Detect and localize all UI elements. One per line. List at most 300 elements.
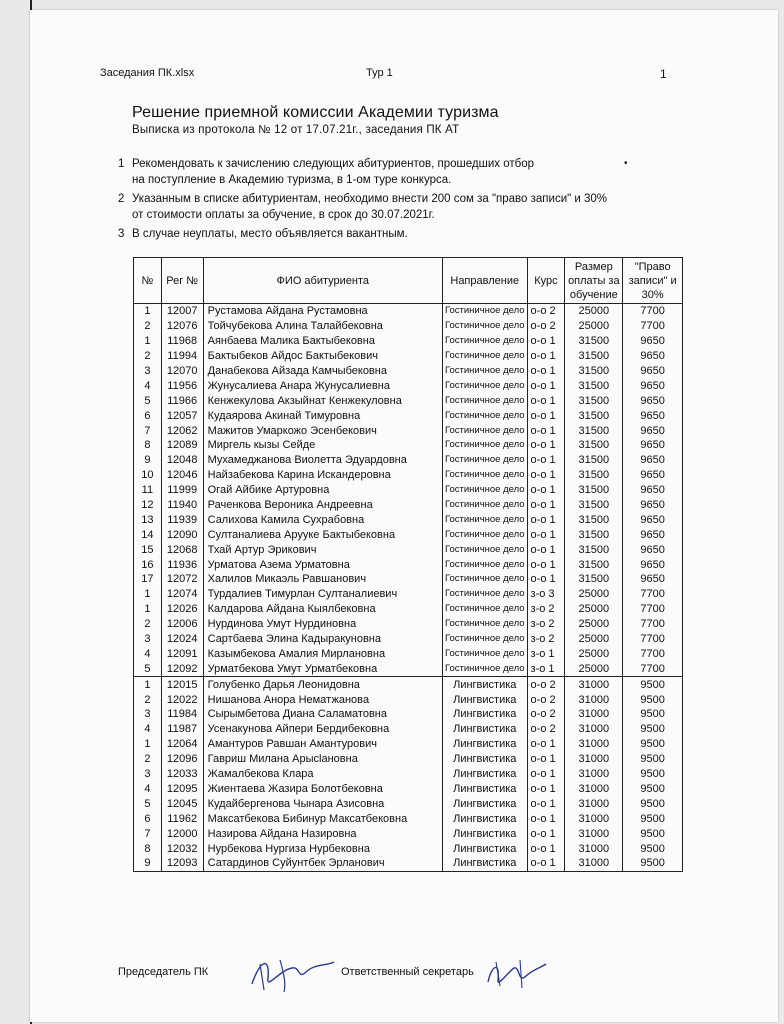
cell-fee: 25000	[565, 617, 623, 632]
cell-number: 7	[134, 826, 162, 841]
table-row	[134, 453, 683, 468]
cell-number: 2	[134, 617, 162, 632]
stray-dot: •	[624, 158, 628, 169]
cell-record-fee: 9650	[623, 527, 683, 542]
cell-course: о-о 1	[527, 737, 565, 752]
cell-direction: Лингвистика	[442, 826, 527, 841]
cell-record-fee: 9500	[623, 677, 683, 692]
cell-number: 2	[134, 319, 162, 334]
table-row	[134, 587, 683, 602]
cell-number: 3	[134, 767, 162, 782]
cell-record-fee: 7700	[623, 632, 683, 647]
cell-reg-number: 12007	[161, 304, 203, 319]
cell-reg-number: 12070	[161, 364, 203, 379]
cell-course: о-о 1	[527, 453, 565, 468]
cell-record-fee: 9500	[623, 692, 683, 707]
cell-course: з-о 2	[527, 602, 565, 617]
cell-reg-number: 12064	[161, 737, 203, 752]
table-row	[134, 468, 683, 483]
cell-direction: Лингвистика	[442, 722, 527, 737]
cell-fee: 25000	[565, 646, 623, 661]
cell-fee: 31500	[565, 334, 623, 349]
cell-reg-number: 12093	[161, 856, 203, 871]
table-row	[134, 512, 683, 527]
cell-course: о-о 1	[527, 856, 565, 871]
cell-fee: 31000	[565, 707, 623, 722]
cell-full-name: Калдарова Айдана Кыялбековна	[203, 602, 442, 617]
cell-full-name: Тойчубекова Алина Талайбековна	[203, 319, 442, 334]
cell-record-fee: 9650	[623, 468, 683, 483]
cell-full-name: Салихова Камила Сухрабовна	[203, 512, 442, 527]
cell-full-name: Найзабекова Карина Искандеровна	[203, 468, 442, 483]
cell-full-name: Сартбаева Элина Кадыракуновна	[203, 632, 442, 647]
table-row	[134, 707, 683, 722]
table-row	[134, 334, 683, 349]
cell-reg-number: 11968	[161, 334, 203, 349]
cell-course: о-о 1	[527, 572, 565, 587]
cell-record-fee: 9500	[623, 811, 683, 826]
table-row	[134, 378, 683, 393]
cell-direction: Гостиничное дело	[442, 423, 527, 438]
cell-fee: 31500	[565, 527, 623, 542]
cell-fee: 31000	[565, 826, 623, 841]
cell-fee: 31500	[565, 542, 623, 557]
cell-number: 4	[134, 646, 162, 661]
header-file-name: Заседания ПК.xlsx	[100, 67, 195, 79]
cell-fee: 31500	[565, 378, 623, 393]
cell-reg-number: 12000	[161, 826, 203, 841]
cell-course: о-о 1	[527, 483, 565, 498]
table-row	[134, 646, 683, 661]
cell-direction: Гостиничное дело	[442, 349, 527, 364]
table-row	[134, 737, 683, 752]
cell-number: 3	[134, 707, 162, 722]
item-line: Рекомендовать к зачислению следующих абитуриентов, прошедших отбор	[132, 158, 534, 170]
item-line: на поступление в Академию туризма, в 1-ом туре конкурса.	[132, 173, 452, 186]
decision-item	[118, 227, 678, 243]
cell-reg-number: 12024	[161, 632, 203, 647]
cell-course: о-о 2	[527, 692, 565, 707]
cell-full-name: Халилов Микаэль Равшанович	[203, 572, 442, 587]
cell-number: 3	[134, 632, 162, 647]
cell-record-fee: 9500	[623, 737, 683, 752]
cell-direction: Гостиничное дело	[442, 602, 527, 617]
cell-reg-number: 12091	[161, 646, 203, 661]
secretary-label: Ответственный секретарь	[341, 966, 474, 978]
table-row	[134, 617, 683, 632]
cell-number: 16	[134, 557, 162, 572]
cell-fee: 25000	[565, 587, 623, 602]
cell-direction: Лингвистика	[442, 677, 527, 692]
cell-number: 11	[134, 483, 162, 498]
cell-reg-number: 12022	[161, 692, 203, 707]
col-header-reg: Рег №	[161, 258, 203, 304]
table-row	[134, 557, 683, 572]
cell-full-name: Назирова Айдана Назировна	[203, 826, 442, 841]
table-row	[134, 527, 683, 542]
cell-reg-number: 11984	[161, 707, 203, 722]
cell-course: о-о 1	[527, 498, 565, 513]
cell-direction: Лингвистика	[442, 841, 527, 856]
cell-full-name: Гавриш Милана Арысlановна	[203, 752, 442, 767]
cell-full-name: Голубенко Дарья Леонидовна	[203, 677, 442, 692]
cell-full-name: Сырымбетова Диана Саламатовна	[203, 707, 442, 722]
table-row	[134, 393, 683, 408]
cell-direction: Гостиничное дело	[442, 334, 527, 349]
cell-full-name: Нурбекова Нургиза Нурбековна	[203, 841, 442, 856]
cell-direction: Гостиничное дело	[442, 617, 527, 632]
cell-record-fee: 7700	[623, 587, 683, 602]
cell-number: 6	[134, 408, 162, 423]
cell-number: 3	[134, 364, 162, 379]
cell-course: о-о 1	[527, 512, 565, 527]
table-row	[134, 542, 683, 557]
cell-course: о-о 1	[527, 767, 565, 782]
col-header-name: ФИО абитуриента	[203, 258, 442, 304]
cell-reg-number: 11994	[161, 349, 203, 364]
cell-full-name: Тхай Артур Эрикович	[203, 542, 442, 557]
table-row	[134, 423, 683, 438]
cell-reg-number: 12015	[161, 677, 203, 692]
cell-full-name: Жамалбекова Клара	[203, 767, 442, 782]
cell-number: 17	[134, 572, 162, 587]
cell-reg-number: 11966	[161, 393, 203, 408]
cell-record-fee: 9500	[623, 722, 683, 737]
cell-reg-number: 12048	[161, 453, 203, 468]
cell-number: 9	[134, 856, 162, 871]
secretary-signature	[482, 954, 552, 994]
cell-number: 4	[134, 782, 162, 797]
cell-direction: Гостиничное дело	[442, 512, 527, 527]
table-row	[134, 498, 683, 513]
cell-direction: Лингвистика	[442, 737, 527, 752]
cell-direction: Гостиничное дело	[442, 646, 527, 661]
cell-full-name: Мажитов Умаркожо Эсенбекович	[203, 423, 442, 438]
cell-course: о-о 2	[527, 707, 565, 722]
cell-record-fee: 9650	[623, 378, 683, 393]
cell-fee: 25000	[565, 602, 623, 617]
cell-direction: Гостиничное дело	[442, 587, 527, 602]
item-number: 1	[118, 158, 125, 170]
table-row	[134, 349, 683, 364]
cell-direction: Лингвистика	[442, 707, 527, 722]
item-line: от стоимости оплаты за обучение, в срок до 30.07.2021г.	[132, 208, 435, 221]
cell-course: о-о 1	[527, 841, 565, 856]
cell-direction: Лингвистика	[442, 856, 527, 871]
table-row	[134, 811, 683, 826]
cell-direction: Гостиничное дело	[442, 378, 527, 393]
cell-record-fee: 9500	[623, 707, 683, 722]
cell-number: 9	[134, 453, 162, 468]
cell-course: з-о 3	[527, 587, 565, 602]
cell-course: з-о 1	[527, 661, 565, 676]
cell-fee: 31000	[565, 767, 623, 782]
cell-number: 8	[134, 438, 162, 453]
cell-record-fee: 9650	[623, 438, 683, 453]
cell-full-name: Рустамова Айдана Рустамовна	[203, 304, 442, 319]
cell-direction: Гостиничное дело	[442, 572, 527, 587]
cell-direction: Гостиничное дело	[442, 483, 527, 498]
cell-number: 2	[134, 349, 162, 364]
cell-full-name: Мухамеджанова Виолетта Эдуардовна	[203, 453, 442, 468]
table-row	[134, 677, 683, 692]
cell-reg-number: 12026	[161, 602, 203, 617]
cell-number: 14	[134, 527, 162, 542]
cell-fee: 31000	[565, 722, 623, 737]
cell-number: 2	[134, 692, 162, 707]
cell-course: о-о 1	[527, 364, 565, 379]
cell-direction: Гостиничное дело	[442, 304, 527, 319]
cell-reg-number: 12068	[161, 542, 203, 557]
cell-record-fee: 9650	[623, 512, 683, 527]
cell-fee: 31000	[565, 752, 623, 767]
cell-record-fee: 9500	[623, 856, 683, 871]
cell-course: о-о 1	[527, 811, 565, 826]
cell-number: 10	[134, 468, 162, 483]
cell-fee: 25000	[565, 661, 623, 676]
cell-record-fee: 9650	[623, 364, 683, 379]
item-number: 3	[118, 228, 125, 240]
cell-course: о-о 2	[527, 319, 565, 334]
item-line: В случае неуплаты, место объявляется вакантным.	[132, 228, 408, 240]
table-row	[134, 632, 683, 647]
cell-full-name: Казымбекова Амалия Мирлановна	[203, 646, 442, 661]
cell-full-name: Нишанова Анора Нематжановa	[203, 692, 442, 707]
cell-number: 7	[134, 423, 162, 438]
cell-fee: 31500	[565, 498, 623, 513]
cell-full-name: Жиентаева Жазира Болотбековна	[203, 782, 442, 797]
cell-direction: Гостиничное дело	[442, 408, 527, 423]
cell-full-name: Максатбекова Бибинур Максатбековна	[203, 811, 442, 826]
cell-number: 13	[134, 512, 162, 527]
table-row	[134, 602, 683, 617]
cell-full-name: Нурдинова Умут Нурдиновна	[203, 617, 442, 632]
cell-fee: 31000	[565, 796, 623, 811]
cell-course: о-о 2	[527, 304, 565, 319]
cell-full-name: Миргель кызы Сейде	[203, 438, 442, 453]
cell-number: 1	[134, 334, 162, 349]
col-header-record: "Право записи" и 30%	[623, 258, 683, 304]
cell-number: 6	[134, 811, 162, 826]
cell-reg-number: 11999	[161, 483, 203, 498]
cell-course: з-о 1	[527, 646, 565, 661]
table-row	[134, 692, 683, 707]
cell-full-name: Кудайбергенова Чынара Азисовна	[203, 796, 442, 811]
cell-direction: Гостиничное дело	[442, 498, 527, 513]
cell-number: 5	[134, 661, 162, 676]
cell-reg-number: 12092	[161, 661, 203, 676]
cell-number: 1	[134, 677, 162, 692]
chair-label: Председатель ПК	[118, 966, 209, 978]
cell-record-fee: 9650	[623, 423, 683, 438]
cell-course: о-о 2	[527, 677, 565, 692]
cell-course: о-о 1	[527, 782, 565, 797]
cell-fee: 31500	[565, 512, 623, 527]
cell-fee: 31500	[565, 349, 623, 364]
cell-number: 5	[134, 393, 162, 408]
cell-direction: Лингвистика	[442, 692, 527, 707]
cell-fee: 31500	[565, 483, 623, 498]
decision-item	[118, 192, 678, 223]
cell-record-fee: 7700	[623, 602, 683, 617]
cell-reg-number: 12072	[161, 572, 203, 587]
cell-reg-number: 12089	[161, 438, 203, 453]
cell-reg-number: 12045	[161, 796, 203, 811]
cell-direction: Гостиничное дело	[442, 542, 527, 557]
cell-number: 4	[134, 722, 162, 737]
cell-record-fee: 9650	[623, 349, 683, 364]
cell-number: 1	[134, 304, 162, 319]
applicants-table	[133, 257, 683, 872]
cell-reg-number: 12006	[161, 617, 203, 632]
cell-fee: 31000	[565, 692, 623, 707]
document-subtitle: Выписка из протокола № 12 от 17.07.21г., заседания ПК АТ	[132, 124, 460, 136]
cell-reg-number: 11936	[161, 557, 203, 572]
cell-fee: 31000	[565, 737, 623, 752]
table-row	[134, 304, 683, 319]
cell-fee: 31500	[565, 438, 623, 453]
cell-record-fee: 9500	[623, 782, 683, 797]
cell-number: 4	[134, 378, 162, 393]
cell-record-fee: 9650	[623, 542, 683, 557]
cell-course: о-о 1	[527, 334, 565, 349]
cell-fee: 31500	[565, 557, 623, 572]
cell-record-fee: 9650	[623, 572, 683, 587]
cell-fee: 31000	[565, 856, 623, 871]
cell-full-name: Усенакунова Айпери Бердибековна	[203, 722, 442, 737]
cell-record-fee: 7700	[623, 304, 683, 319]
table-row	[134, 438, 683, 453]
table-row	[134, 826, 683, 841]
cell-direction: Гостиничное дело	[442, 661, 527, 676]
col-header-fee: Размер оплаты за обучение	[565, 258, 623, 304]
document-title: Решение приемной комиссии Академии туризма	[132, 104, 499, 121]
cell-record-fee: 7700	[623, 617, 683, 632]
cell-reg-number: 11939	[161, 512, 203, 527]
cell-number: 5	[134, 796, 162, 811]
cell-course: о-о 1	[527, 378, 565, 393]
cell-course: з-о 2	[527, 617, 565, 632]
cell-direction: Гостиничное дело	[442, 632, 527, 647]
table-row	[134, 364, 683, 379]
cell-reg-number: 12096	[161, 752, 203, 767]
cell-record-fee: 9650	[623, 393, 683, 408]
cell-record-fee: 7700	[623, 661, 683, 676]
table-row	[134, 796, 683, 811]
cell-reg-number: 12090	[161, 527, 203, 542]
cell-course: о-о 1	[527, 557, 565, 572]
cell-direction: Гостиничное дело	[442, 364, 527, 379]
col-header-no: №	[134, 258, 162, 304]
cell-record-fee: 9500	[623, 752, 683, 767]
cell-reg-number: 11987	[161, 722, 203, 737]
cell-full-name: Кенжекулова Акзыйнат Кенжекуловна	[203, 393, 442, 408]
cell-full-name: Данабекова Айзада Камчыбековна	[203, 364, 442, 379]
cell-direction: Лингвистика	[442, 811, 527, 826]
table-row	[134, 319, 683, 334]
cell-reg-number: 12095	[161, 782, 203, 797]
cell-direction: Лингвистика	[442, 752, 527, 767]
cell-full-name: Сатардинов Суйунтбек Эрланович	[203, 856, 442, 871]
cell-course: о-о 1	[527, 423, 565, 438]
table-row	[134, 483, 683, 498]
table-row	[134, 722, 683, 737]
cell-full-name: Огай Айбике Артуровна	[203, 483, 442, 498]
cell-full-name: Раченкова Вероника Андреевна	[203, 498, 442, 513]
cell-fee: 31500	[565, 453, 623, 468]
cell-direction: Лингвистика	[442, 796, 527, 811]
cell-record-fee: 9500	[623, 767, 683, 782]
table-row	[134, 841, 683, 856]
cell-record-fee: 9650	[623, 334, 683, 349]
table-row	[134, 408, 683, 423]
cell-course: о-о 1	[527, 408, 565, 423]
cell-number: 1	[134, 602, 162, 617]
decision-items	[118, 157, 678, 247]
cell-direction: Гостиничное дело	[442, 453, 527, 468]
cell-fee: 31000	[565, 782, 623, 797]
cell-number: 15	[134, 542, 162, 557]
cell-fee: 31500	[565, 423, 623, 438]
cell-reg-number: 11962	[161, 811, 203, 826]
cell-full-name: Жунусалиева Анара Жунусалиевна	[203, 378, 442, 393]
table-header-row	[134, 258, 683, 304]
chair-signature	[240, 950, 340, 996]
cell-course: о-о 1	[527, 796, 565, 811]
cell-record-fee: 9650	[623, 483, 683, 498]
cell-reg-number: 11956	[161, 378, 203, 393]
cell-course: з-о 2	[527, 632, 565, 647]
cell-record-fee: 9500	[623, 826, 683, 841]
cell-fee: 31500	[565, 393, 623, 408]
table-row	[134, 782, 683, 797]
table-row	[134, 856, 683, 871]
cell-direction: Лингвистика	[442, 782, 527, 797]
cell-fee: 31500	[565, 408, 623, 423]
decision-item	[118, 157, 678, 188]
item-number: 2	[118, 193, 125, 205]
cell-reg-number: 11940	[161, 498, 203, 513]
cell-record-fee: 7700	[623, 319, 683, 334]
cell-reg-number: 12074	[161, 587, 203, 602]
cell-full-name: Султаналиева Арууке Бактыбековна	[203, 527, 442, 542]
cell-fee: 31000	[565, 677, 623, 692]
cell-number: 1	[134, 587, 162, 602]
item-line: Указанным в списке абитуриентам, необходимо внести 200 сом за "право записи" и 30%	[132, 193, 608, 205]
cell-course: о-о 1	[527, 527, 565, 542]
col-header-direction: Направление	[442, 258, 527, 304]
cell-number: 2	[134, 752, 162, 767]
table-row	[134, 572, 683, 587]
header-tour: Тур 1	[366, 67, 393, 79]
cell-full-name: Урматбекова Умут Урматбековна	[203, 661, 442, 676]
cell-course: о-о 1	[527, 438, 565, 453]
table-row	[134, 752, 683, 767]
cell-reg-number: 12057	[161, 408, 203, 423]
cell-reg-number: 12032	[161, 841, 203, 856]
cell-reg-number: 12062	[161, 423, 203, 438]
cell-course: о-о 1	[527, 542, 565, 557]
cell-fee: 25000	[565, 319, 623, 334]
cell-fee: 31000	[565, 841, 623, 856]
cell-full-name: Бактыбеков Айдос Бактыбекович	[203, 349, 442, 364]
cell-record-fee: 7700	[623, 646, 683, 661]
cell-course: о-о 1	[527, 393, 565, 408]
cell-record-fee: 9650	[623, 498, 683, 513]
cell-full-name: Турдалиев Тимурлан Султаналиевич	[203, 587, 442, 602]
cell-fee: 25000	[565, 304, 623, 319]
cell-record-fee: 9500	[623, 841, 683, 856]
